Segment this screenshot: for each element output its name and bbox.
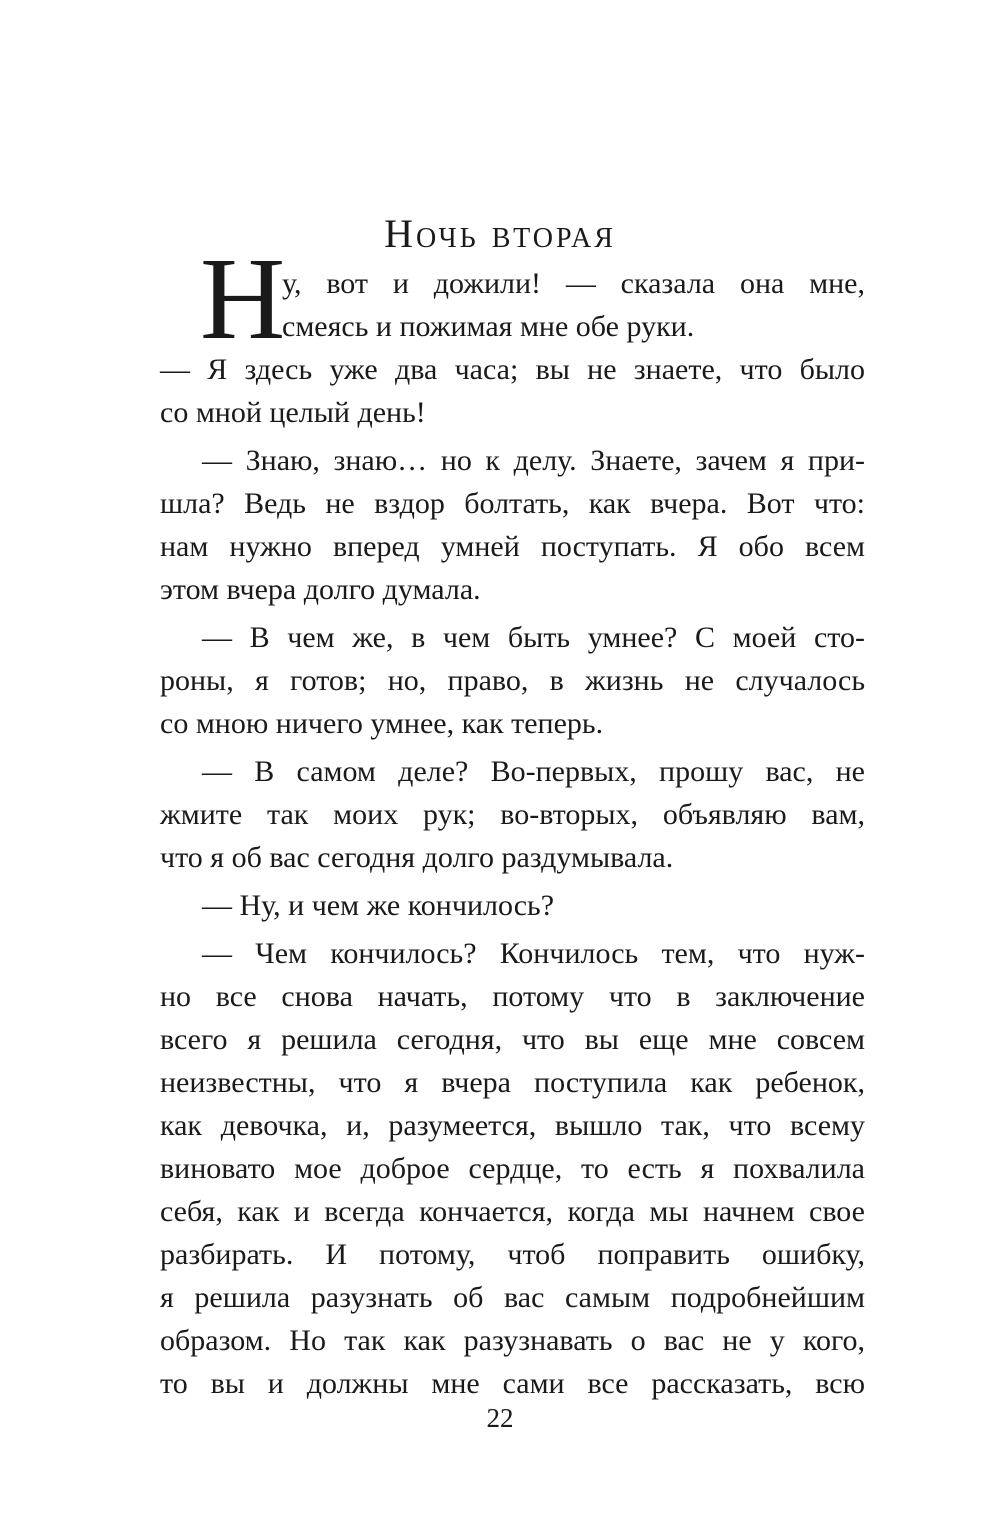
text-line: — Знаю, знаю… но к делу. Знаете, зачем я при-	[202, 444, 865, 477]
text-line: нам нужно вперед умней поступать. Я обо всем	[160, 530, 865, 563]
text-line: смеясь и пожимая мне обе руки.	[282, 310, 695, 343]
text-line: что я об вас сегодня долго раздумывала.	[160, 841, 674, 874]
text-line: — Чем кончилось? Кончилось тем, что нуж-	[202, 937, 865, 970]
text-line: роны, я готов; но, право, в жизнь не случалось	[160, 664, 865, 697]
text-line: но все снова начать, потому что в заключение	[160, 980, 865, 1013]
text-line: жмите так моих рук; во-вторых, объявляю вам,	[160, 798, 865, 831]
text-line: неизвестны, что я вчера поступила как ребенок,	[160, 1066, 865, 1099]
dropcap-letter: Н	[200, 233, 286, 364]
body-text	[160, 262, 865, 1405]
chapter-title: Ночь вторая	[384, 211, 616, 256]
text-line: себя, как и всегда кончается, когда мы начнем свое	[160, 1195, 865, 1228]
text-line: у, вот и дожили! — сказала она мне,	[282, 267, 865, 300]
text-line: шла? Ведь не вздор болтать, как вчера. Вот что:	[160, 487, 865, 520]
text-line: со мной целый день!	[160, 396, 426, 429]
text-line: я решила разузнать об вас самым подробнейшим	[160, 1281, 865, 1314]
page-number: 22	[486, 1403, 514, 1433]
text-line: со мною ничего умнее, как теперь.	[160, 707, 604, 740]
text-line: — В чем же, в чем быть умнее? С моей сто-	[202, 621, 865, 654]
text-line: всего я решила сегодня, что вы еще мне совсем	[160, 1023, 865, 1056]
text-line: — В самом деле? Во-первых, прошу вас, не	[202, 755, 865, 788]
text-line: разбирать. И потому, чтоб поправить ошибку,	[160, 1238, 865, 1271]
text-line: образом. Но так как разузнавать о вас не у кого,	[160, 1324, 865, 1357]
text-line: виновато мое доброе сердце, то есть я похвалила	[160, 1152, 865, 1185]
text-line: как девочка, и, разумеется, вышло так, что всему	[160, 1109, 865, 1142]
text-line: этом вчера долго думала.	[160, 573, 481, 606]
text-line: то вы и должны мне сами все рассказать, всю	[160, 1367, 865, 1400]
text-line: — Ну, и чем же кончилось?	[202, 889, 555, 922]
text-line: — Я здесь уже два часа; вы не знаете, что было	[160, 353, 865, 386]
